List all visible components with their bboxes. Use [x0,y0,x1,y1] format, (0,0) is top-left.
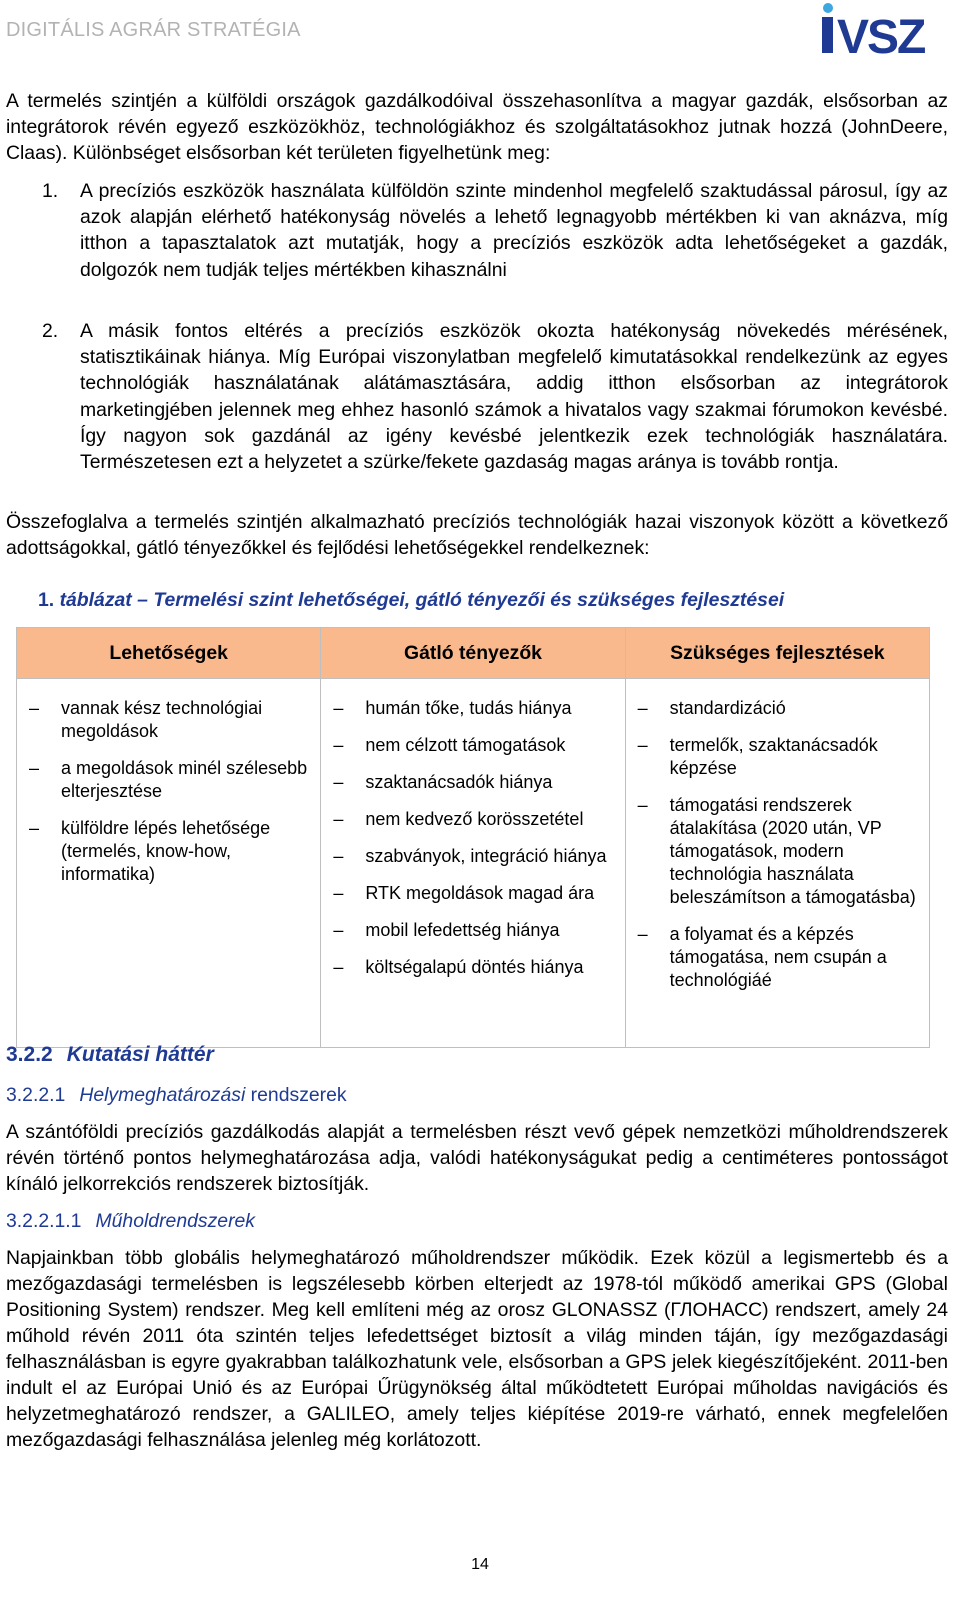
intro-paragraph: A termelés szintjén a külföldi országok gazdálkodóival összehasonlítva a magyar gazdák, elsősorban az integrátorok révén egyező eszközökhöz, technológiákhoz és szolgáltatásokhoz jutnak hozzá (JohnDeere, Claas). Különbséget elsősorban két területen figyelhetünk meg: [6,90,948,164]
table-caption [38,589,784,612]
list-item: – vannak kész technológiai megoldások [25,697,312,743]
paragraph-positioning: A szántóföldi precíziós gazdálkodás alapját a termelésben részt vevő gépek nemzetközi műholdrendszerek révén történő pontos helymeghatározása adja, valódi hatékonyságukat pedig a centiméteres pontosságot kínáló jelkorrekciós rendszerek biztosítják. [6,1121,948,1195]
subsection-title-italic: Helymeghatározási [79,1084,246,1106]
subsubsection-number: 3.2.2.1.1 [6,1210,82,1232]
subsubsection-title: Műholdrendszerek [95,1210,256,1232]
subsubsection-heading [6,1210,255,1233]
development-table [16,627,930,1048]
section-heading [6,1043,214,1067]
list-item: – szabványok, integráció hiánya [329,845,616,868]
table-cell-developments [625,679,929,1048]
list-item: – költségalapú döntés hiánya [329,956,616,979]
table-caption-text: táblázat – Termelési szint lehetőségei, gátló tényezői és szükséges fejlesztései [59,589,785,611]
list-item: – mobil lefedettség hiánya [329,919,616,942]
subsection-heading [6,1084,347,1107]
list-item: – szaktanácsadók hiánya [329,771,616,794]
list-number: 1. [42,180,59,202]
list-item: – humán tőke, tudás hiánya [329,697,616,720]
list-item: – támogatási rendszerek átalakítása (2020 után, VP támogatások, modern technológia használata beleszámítson a támogatásba) [634,794,921,909]
paragraph-satellites: Napjainkban több globális helymeghatározó műholdrendszer működik. Ezek közül a legismertebb és a mezőgazdasági termelésben is legszélesebb körben elterjedt az 1978-tól működő amerikai GPS (Global Positioning System) rendszer. Meg kell említeni még az orosz GLONASSZ (ГЛОНАСС) rendszert, amely 24 műhold révén 2011 óta szintén teljes lefedettséget biztosít a világ minden táján, így mezőgazdasági felhasználásban is egyre gyakrabban találkozhatunk vele, elsősorban a GPS jelek kiegészítőjeként. 2011-ben indult el az Európai Unió és az Európai Űrügynökség által működtetett Európai műholdas navigációs és helyzetmeghatározó rendszer, a GALILEO, amely teljes kiépítése 2019-re várható, ennek megfelelően mezőgazdasági felhasználása jelenleg még korlátozott. [6,1247,948,1451]
table-header-opportunities: Lehetőségek [17,628,321,679]
page-number: 14 [471,1556,489,1573]
list-text: A precíziós eszközök használata külföldön szinte mindenhol megfelelő szaktudással párosul, így az azok alapján elérhető hatékonyság növelés a lehető legnagyobb mértékben ki van aknázva, míg itthon a tapasztalatok azt mutatják, hogy a precíziós eszközök adta lehetőségeket a gazdák, dolgozók nem tudják teljes mértékben kihasználni [80,180,948,281]
list-number: 2. [42,320,59,342]
list-item: – külföldre lépés lehetősége (termelés, know-how, informatika) [25,817,312,886]
section-title: Kutatási háttér [66,1043,214,1066]
list-item: – RTK megoldások magad ára [329,882,616,905]
table-cell-barriers [321,679,625,1048]
list-item: – nem kedvező korösszetétel [329,808,616,831]
ivsz-logo [816,2,940,56]
list-text: A másik fontos eltérés a precíziós eszközök okozta hatékonyság növekedés mérésének, statisztikáinak hiánya. Míg Európai viszonylatban megfelelő kimutatásokkal rendelkezünk az egyes technológiák használatának alátámasztására, addig itthon elsősorban az integrátorok marketingjében jelennek meg ehhez hasonló számok a hivatalos vagy szakmai fórumokon kevésbé. Így nagyon sok gazdánál az igény kevésbé jelentkezik ezek technológiák használatára. Természetesen ezt a helyzetet a szürke/fekete gazdaság magas aránya is tovább rontja. [80,320,948,474]
table-cell-opportunities [17,679,321,1048]
subsection-title-rest: rendszerek [245,1084,347,1106]
table-header-developments: Szükséges fejlesztések [625,628,929,679]
list-item: – nem célzott támogatások [329,734,616,757]
header-title: DIGITÁLIS AGRÁR STRATÉGIA [6,19,301,41]
summary-paragraph: Összefoglalva a termelés szintjén alkalmazható precíziós technológiák hazai viszonyok között a következő adottságokkal, gátló tényezőkkel és fejlődési lehetőségekkel rendelkeznek: [6,511,948,559]
list-item: – a folyamat és a képzés támogatása, nem csupán a technológiáé [634,923,921,992]
subsection-number: 3.2.2.1 [6,1084,66,1106]
list-item: – termelők, szaktanácsadók képzése [634,734,921,780]
table-caption-number: 1. [38,589,55,611]
list-item: – standardizáció [634,697,921,720]
svg-text:VSZ: VSZ [837,11,925,56]
table-header-barriers: Gátló tényezők [321,628,625,679]
list-item: – a megoldások minél szélesebb elterjesztése [25,757,312,803]
section-number: 3.2.2 [6,1043,53,1066]
